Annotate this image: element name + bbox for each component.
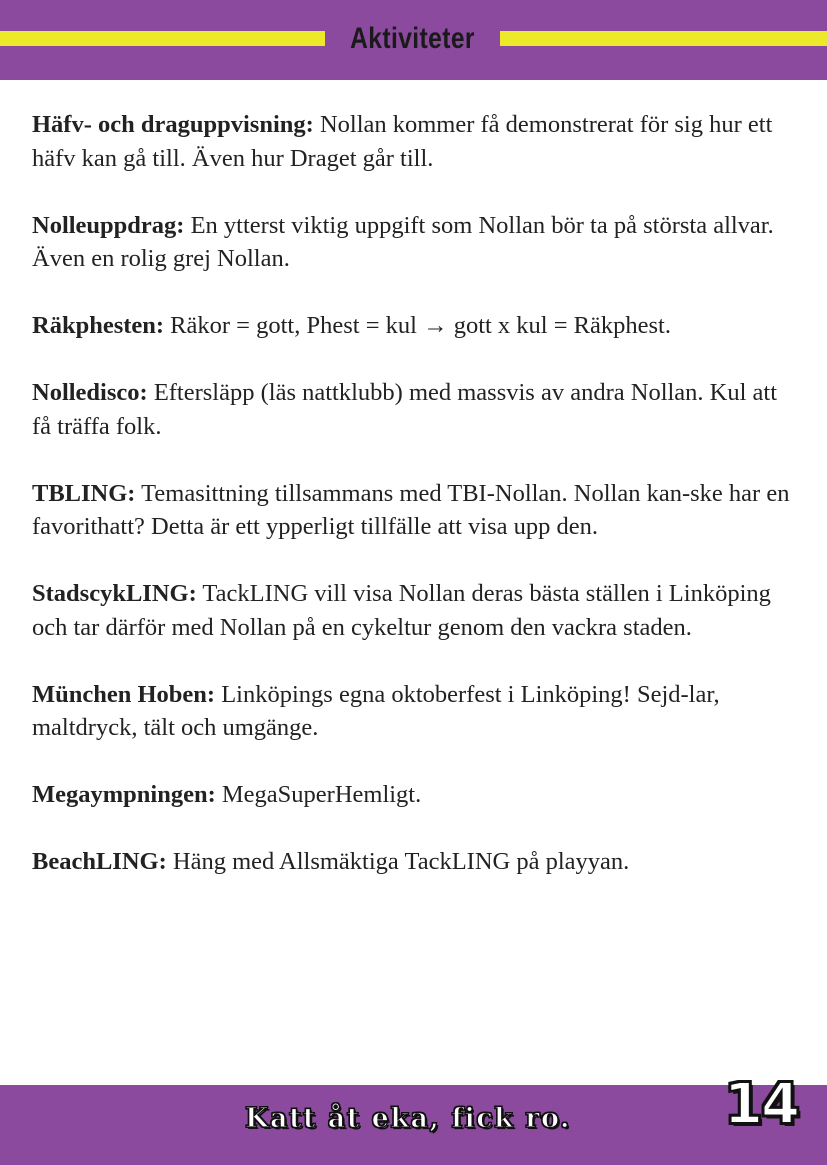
activity-entry <box>32 376 797 443</box>
header-stripe-left <box>0 31 325 46</box>
activity-term: BeachLING: <box>32 848 167 875</box>
activity-description: Eftersläpp (läs nattklubb) med massvis av andra Nollan. Kul att få träffa folk. <box>32 379 778 440</box>
activity-entry <box>32 309 797 343</box>
activity-entry <box>32 209 797 276</box>
activity-term: München Hoben: <box>32 680 216 708</box>
activity-entry <box>32 845 797 879</box>
activity-description: Nollan kommer få demonstrerat för sig hur ett häfv kan gå till. Även hur Draget går till. <box>32 111 773 172</box>
activity-term: TBLING: <box>32 479 136 507</box>
activity-entry <box>32 678 797 745</box>
activity-description: Linköpings egna oktoberfest i Linköping! Sejd-lar, maltdryck, tält och umgänge. <box>32 680 720 741</box>
activity-description: Häng med Allsmäktiga TackLING på playyan. <box>172 848 630 875</box>
activity-list <box>32 108 797 912</box>
header-stripe-right <box>500 31 827 46</box>
page-number: 14 <box>724 1072 798 1137</box>
activity-entry <box>32 778 797 812</box>
activity-term: StadscykLING: <box>32 580 197 607</box>
activity-description: TackLING vill visa Nollan deras bästa ställen i Linköping och tar därför med Nollan på en cykeltur genom den vackra staden. <box>32 580 771 641</box>
activity-entry <box>32 108 797 175</box>
activity-term: Häfv- och draguppvisning: <box>32 111 314 138</box>
activity-description: En ytterst viktig uppgift som Nollan bör ta på största allvar. Även en rolig grej Nollan. <box>32 211 774 272</box>
footer-slogan: Katt åt eka, fick ro. <box>245 1103 571 1134</box>
activity-description: Räkor = gott, Phest = kul → gott x kul = Räkphest. <box>170 312 671 339</box>
header-bar <box>0 0 827 80</box>
activity-description: MegaSuperHemligt. <box>221 781 422 808</box>
activity-description: Temasittning tillsammans med TBI-Nollan. Nollan kan-ske har en favorithatt? Detta är ett ypperligt tillfälle att visa upp den. <box>32 479 790 540</box>
activity-term: Nolledisco: <box>32 379 148 406</box>
activity-entry <box>32 577 797 644</box>
activity-term: Räkphesten: <box>32 312 165 339</box>
activity-term: Nolleuppdrag: <box>32 211 185 239</box>
section-title: Aktiviteter <box>350 22 475 55</box>
activity-term: Megaympningen: <box>32 781 216 808</box>
activity-entry <box>32 477 797 544</box>
